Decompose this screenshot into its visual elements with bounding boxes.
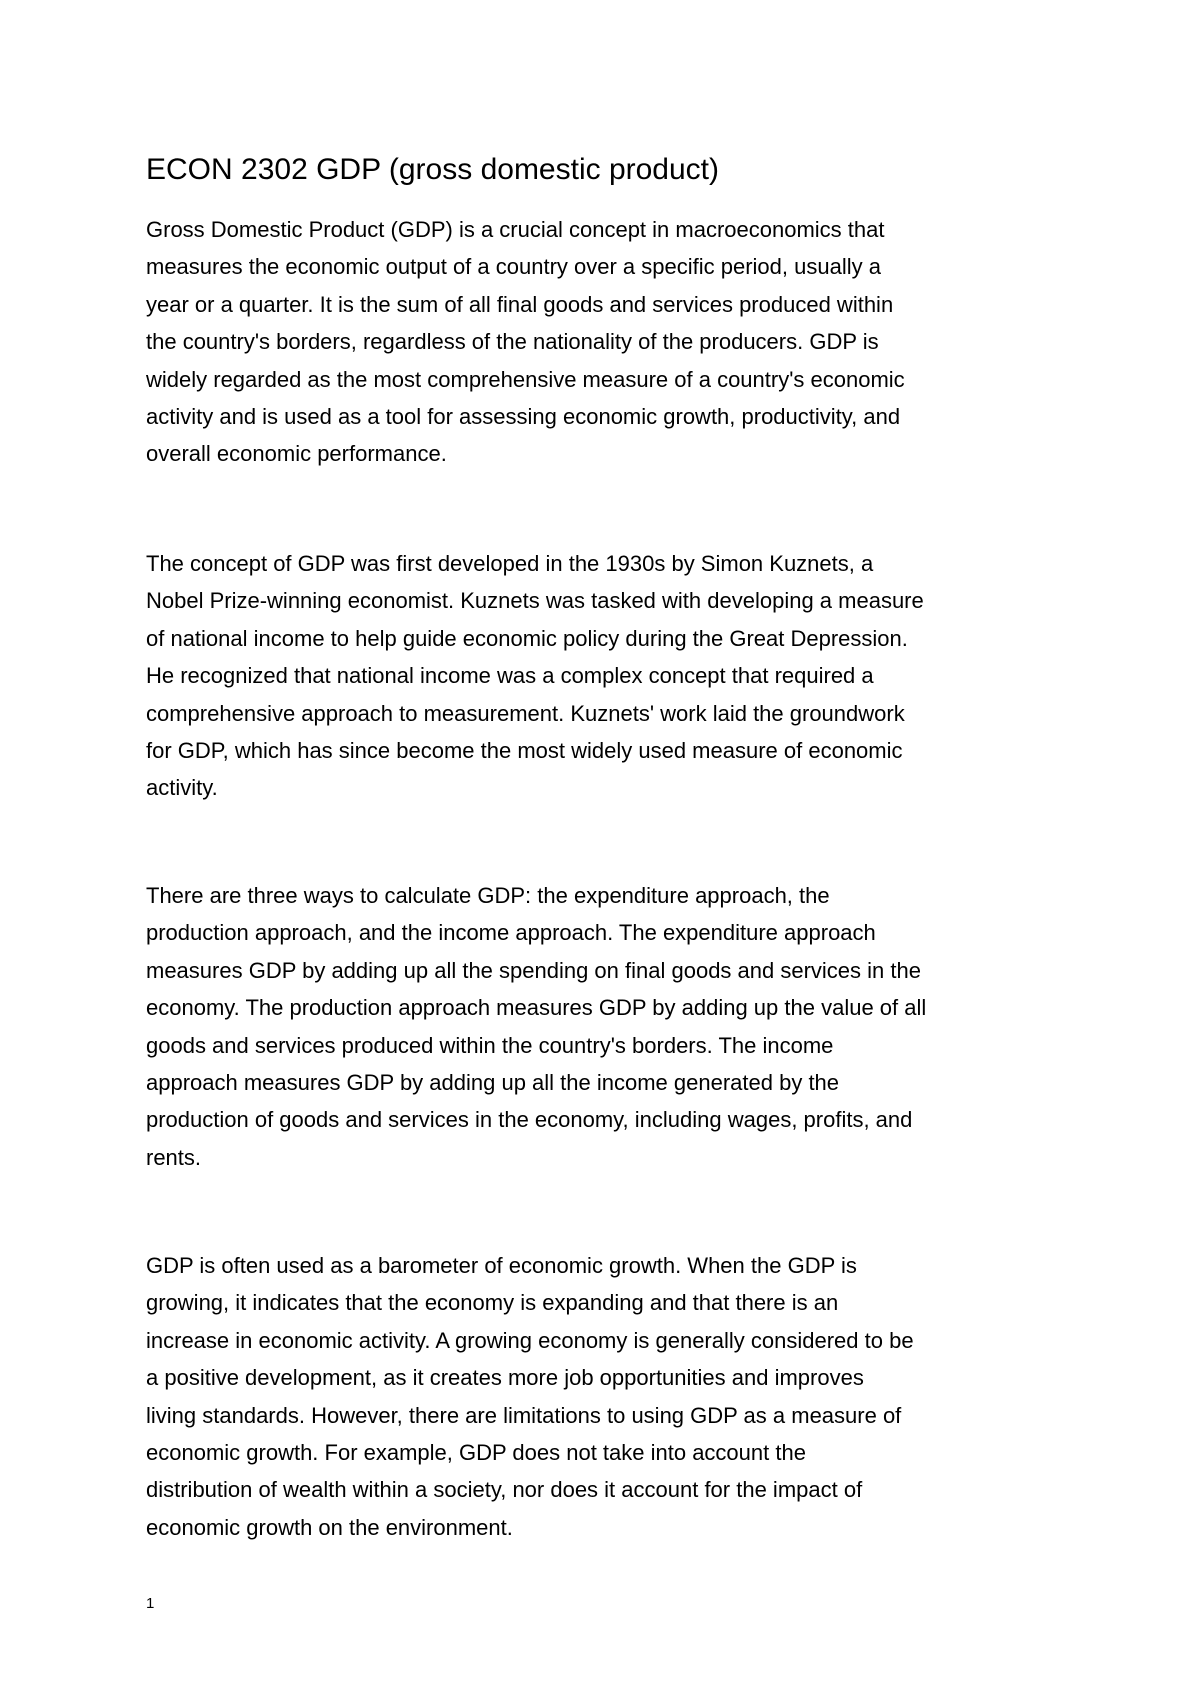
paragraph-line: distribution of wealth within a society, nor does it account for the impact of [146,1477,863,1503]
paragraph-line: measures the economic output of a country over a specific period, usually a [146,254,881,280]
paragraph-line: There are three ways to calculate GDP: the expenditure approach, the [146,883,830,908]
paragraph-line: goods and services produced within the country's borders. The income [146,1032,834,1058]
paragraph-line: production of goods and services in the economy, including wages, profits, and [146,1107,913,1133]
paragraph-line: widely regarded as the most comprehensive measure of a country's economic [146,366,905,392]
paragraph-line: GDP is often used as a barometer of economic growth. When the GDP is [146,1253,857,1278]
paragraph-line: increase in economic activity. A growing economy is generally considered to be [146,1327,914,1353]
paragraph-line: economic growth. For example, GDP does not take into account the [146,1440,806,1466]
paragraph-line: of national income to help guide economic policy during the Great Depression. [146,625,908,651]
paragraph-line: overall economic performance. [146,441,447,467]
paragraph-line: for GDP, which has since become the most widely used measure of economic [146,738,903,764]
paragraph-line: Nobel Prize-winning economist. Kuznets was tasked with developing a measure [146,588,924,614]
paragraph-line: comprehensive approach to measurement. Kuznets' work laid the groundwork [146,700,905,726]
paragraph-line: The concept of GDP was first developed in the 1930s by Simon Kuznets, a [146,551,874,576]
paragraph-gdp-history [146,545,1076,807]
paragraph-line: production approach, and the income approach. The expenditure approach [146,920,876,946]
paragraph-line: activity. [146,775,218,801]
page-number: 1 [146,1595,155,1612]
paragraph-line: He recognized that national income was a complex concept that required a [146,663,874,689]
paragraph-line: growing, it indicates that the economy is expanding and that there is an [146,1290,839,1316]
paragraph-line: year or a quarter. It is the sum of all final goods and services produced within [146,291,894,317]
paragraph-line: rents. [146,1144,202,1170]
paragraph-line: living standards. However, there are limitations to using GDP as a measure of [146,1402,902,1428]
paragraph-line: the country's borders, regardless of the nationality of the producers. GDP is [146,329,879,355]
paragraph-line: approach measures GDP by adding up all the income generated by the [146,1070,840,1096]
paragraph-line: measures GDP by adding up all the spending on final goods and services in the [146,957,921,983]
paragraph-line: a positive development, as it creates more job opportunities and improves [146,1365,864,1391]
paragraph-line: activity and is used as a tool for assessing economic growth, productivity, and [146,404,901,430]
paragraph-line: economy. The production approach measures GDP by adding up the value of all [146,995,927,1021]
paragraph-gdp-growth [146,1247,1076,1546]
paragraph-gdp-calculation [146,877,1076,1176]
paragraph-line: Gross Domestic Product (GDP) is a crucial concept in macroeconomics that [146,217,885,242]
document-title: ECON 2302 GDP (gross domestic product) [146,153,720,186]
paragraph-gdp-definition [146,211,1076,473]
paragraph-line: economic growth on the environment. [146,1514,513,1540]
